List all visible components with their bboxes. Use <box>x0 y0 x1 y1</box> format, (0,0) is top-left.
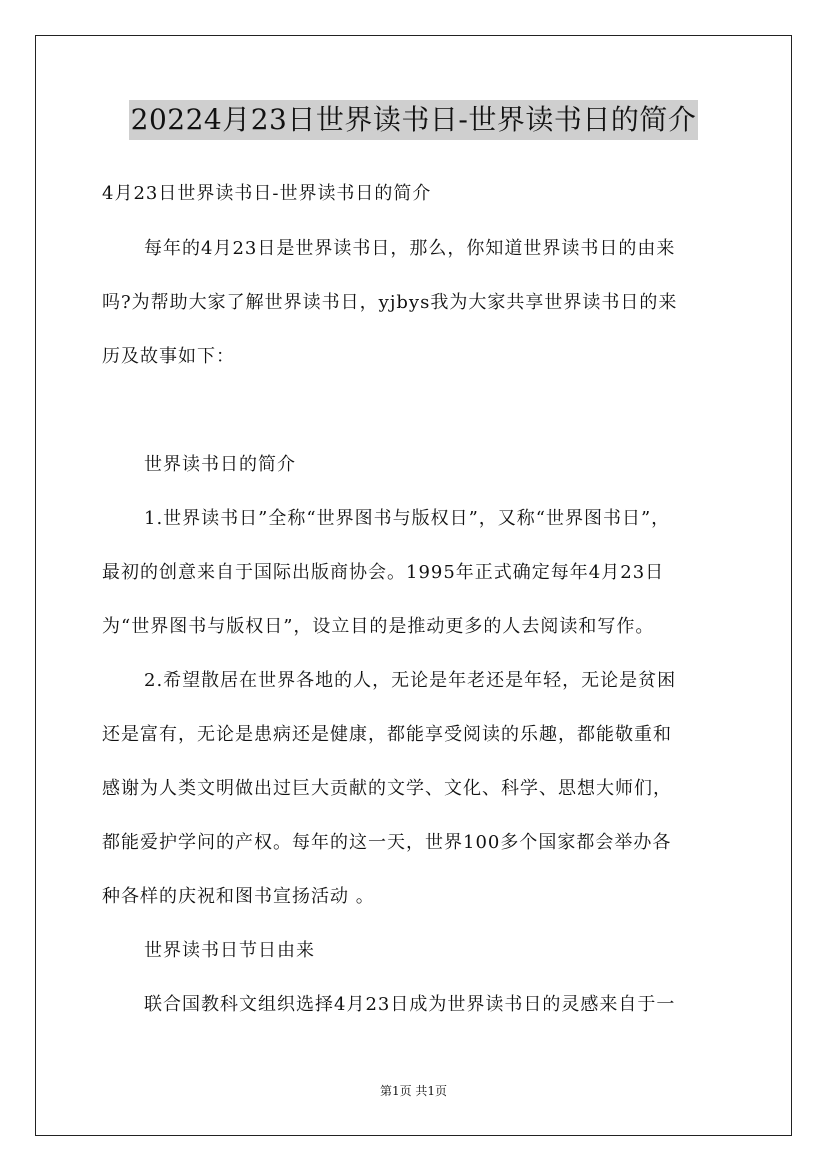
paragraph-line: 联合国教科文组织选择4月23日成为世界读书日的灵感来自于一 <box>144 994 676 1015</box>
title-container <box>0 100 827 140</box>
section-heading-intro: 世界读书日的简介 <box>144 454 296 475</box>
paragraph-line: 都能爱护学问的产权。每年的这一天，世界100多个国家都会举办各 <box>102 832 672 853</box>
paragraph-line: 种各样的庆祝和图书宣扬活动 。 <box>102 886 375 907</box>
document-title: 20224月23日世界读书日-世界读书日的简介 <box>129 100 699 140</box>
page-footer: 第1页 共1页 <box>379 1084 448 1098</box>
paragraph-line: 1.世界读书日”全称“世界图书与版权日”，又称“世界图书日”， <box>144 508 671 529</box>
section-heading-origin: 世界读书日节日由来 <box>144 940 315 961</box>
paragraph-line: 还是富有，无论是患病还是健康，都能享受阅读的乐趣，都能敬重和 <box>102 724 672 745</box>
intro-line: 每年的4月23日是世界读书日，那么，你知道世界读书日的由来 <box>144 238 676 259</box>
intro-line: 历及故事如下： <box>102 346 235 367</box>
paragraph-line: 2.希望散居在世界各地的人，无论是年老还是年轻，无论是贫困 <box>144 670 677 691</box>
paragraph-line: 为“世界图书与版权日”，设立目的是推动更多的人去阅读和写作。 <box>102 616 655 637</box>
document-subtitle: 4月23日世界读书日-世界读书日的简介 <box>102 183 432 204</box>
paragraph-line: 感谢为人类文明做出过巨大贡献的文学、文化、科学、思想大师们， <box>102 778 672 799</box>
paragraph-line: 最初的创意来自于国际出版商协会。1995年正式确定每年4月23日 <box>102 562 665 583</box>
intro-line: 吗?为帮助大家了解世界读书日，yjbys我为大家共享世界读书日的来 <box>102 292 678 313</box>
